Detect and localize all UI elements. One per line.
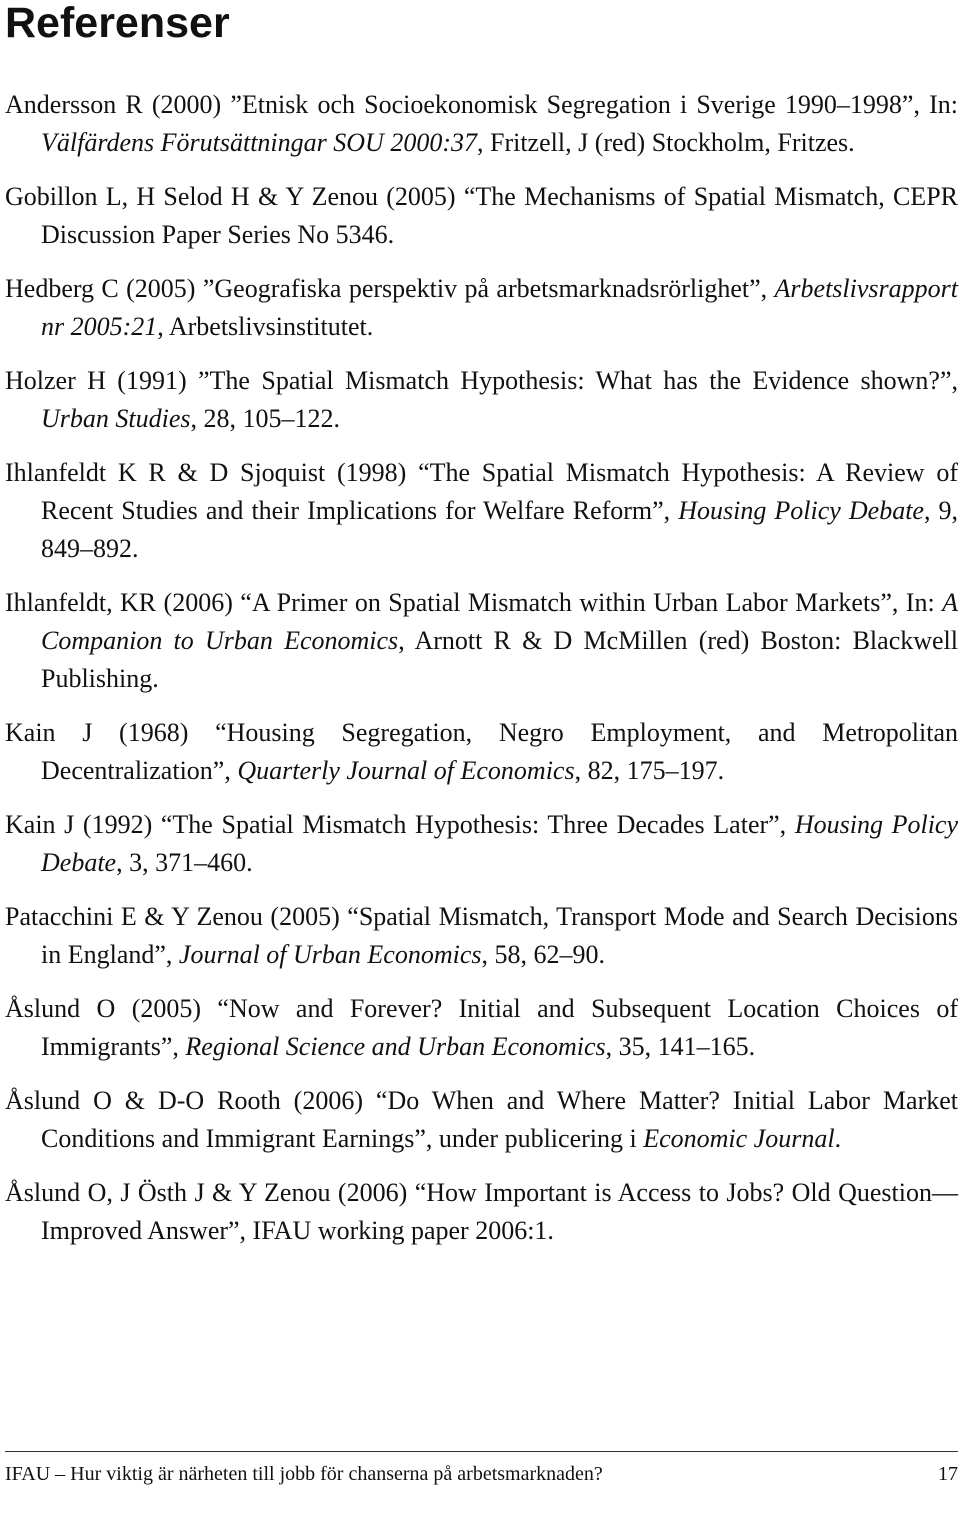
reference-text: Holzer H (1991) ”The Spatial Mismatch Hypothesis: What has the Evidence shown?”, (5, 366, 958, 395)
reference-entry (5, 714, 958, 790)
reference-text: , 58, 62–90. (481, 940, 606, 969)
reference-entry (5, 1174, 958, 1250)
reference-text: , 82, 175–197. (574, 756, 725, 785)
reference-text: . (834, 1124, 842, 1153)
reference-entry (5, 898, 958, 974)
page-title: Referenser (5, 0, 230, 47)
reference-source-title: Journal of Urban Economics (178, 940, 482, 969)
footer-running-title: IFAU – Hur viktig är närheten till jobb för chanserna på arbetsmarknaden? (5, 1463, 603, 1485)
reference-entry (5, 270, 958, 346)
reference-text: Hedberg C (2005) ”Geografiska perspektiv på arbetsmarknadsrörlighet”, (5, 274, 775, 303)
reference-source-title: Housing Policy Debate (41, 810, 958, 877)
reference-source-title: Välfärdens Förutsättningar SOU 2000:37 (41, 128, 477, 157)
reference-entry (5, 806, 958, 882)
reference-text: Andersson R (2000) ”Etnisk och Socioekonomisk Segregation i Sverige 1990–1998”, In: (5, 90, 958, 119)
reference-source-title: Regional Science and Urban Economics (185, 1032, 606, 1061)
reference-text: Ihlanfeldt, KR (2006) “A Primer on Spatial Mismatch within Urban Labor Markets”, In: (5, 588, 943, 617)
reference-source-title: A Companion to Urban Economics (41, 588, 958, 655)
reference-text: Åslund O & D-O Rooth (2006) “Do When and Where Matter? Initial Labor Market Conditions and Immigrant Earnings”, under publicering i (5, 1086, 958, 1153)
reference-source-title: Arbetslivsrapport nr 2005:21 (41, 274, 958, 341)
reference-text: Kain J (1992) “The Spatial Mismatch Hypothesis: Three Decades Later”, (5, 810, 795, 839)
reference-text: , Arbetslivsinstitutet. (157, 312, 374, 341)
reference-text: Gobillon L, H Selod H & Y Zenou (2005) “The Mechanisms of Spatial Mismatch, CEPR Discussion Paper Series No 5346. (5, 182, 958, 249)
reference-text: , 28, 105–122. (190, 404, 340, 433)
reference-text: Åslund O (2005) “Now and Forever? Initial and Subsequent Location Choices of Immigrants”, (5, 994, 958, 1061)
reference-entry (5, 990, 958, 1066)
footer-divider (5, 1451, 958, 1452)
reference-text: Åslund O, J Östh J & Y Zenou (2006) “How Important is Access to Jobs? Old Question—Improved Answer”, IFAU working paper 2006:1. (5, 1178, 958, 1245)
page-number: 17 (938, 1463, 958, 1485)
reference-entry (5, 1082, 958, 1158)
reference-entry (5, 454, 958, 568)
reference-text: Patacchini E & Y Zenou (2005) “Spatial Mismatch, Transport Mode and Search Decisions in England”, (5, 902, 958, 969)
reference-text: , 9, 849–892. (41, 496, 959, 563)
reference-entry (5, 362, 958, 438)
reference-source-title: Economic Journal (643, 1124, 835, 1153)
reference-text: Kain J (1968) “Housing Segregation, Negro Employment, and Metropolitan Decentralization”, (5, 718, 958, 785)
reference-text: Ihlanfeldt K R & D Sjoquist (1998) “The Spatial Mismatch Hypothesis: A Review of Recent Studies and their Implications for Welfare Reform”, (5, 458, 958, 525)
reference-text: , 35, 141–165. (605, 1032, 756, 1061)
reference-text: , Fritzell, J (red) Stockholm, Fritzes. (476, 128, 855, 157)
reference-text: , 3, 371–460. (116, 848, 253, 877)
reference-source-title: Housing Policy Debate (678, 496, 924, 525)
reference-list (5, 86, 958, 1266)
reference-entry (5, 178, 958, 254)
reference-entry (5, 584, 958, 698)
reference-text: , Arnott R & D McMillen (red) Boston: Blackwell Publishing. (41, 626, 958, 693)
page-footer (5, 1462, 958, 1486)
reference-entry (5, 86, 958, 162)
reference-source-title: Urban Studies (41, 404, 191, 433)
reference-source-title: Quarterly Journal of Economics (237, 756, 575, 785)
